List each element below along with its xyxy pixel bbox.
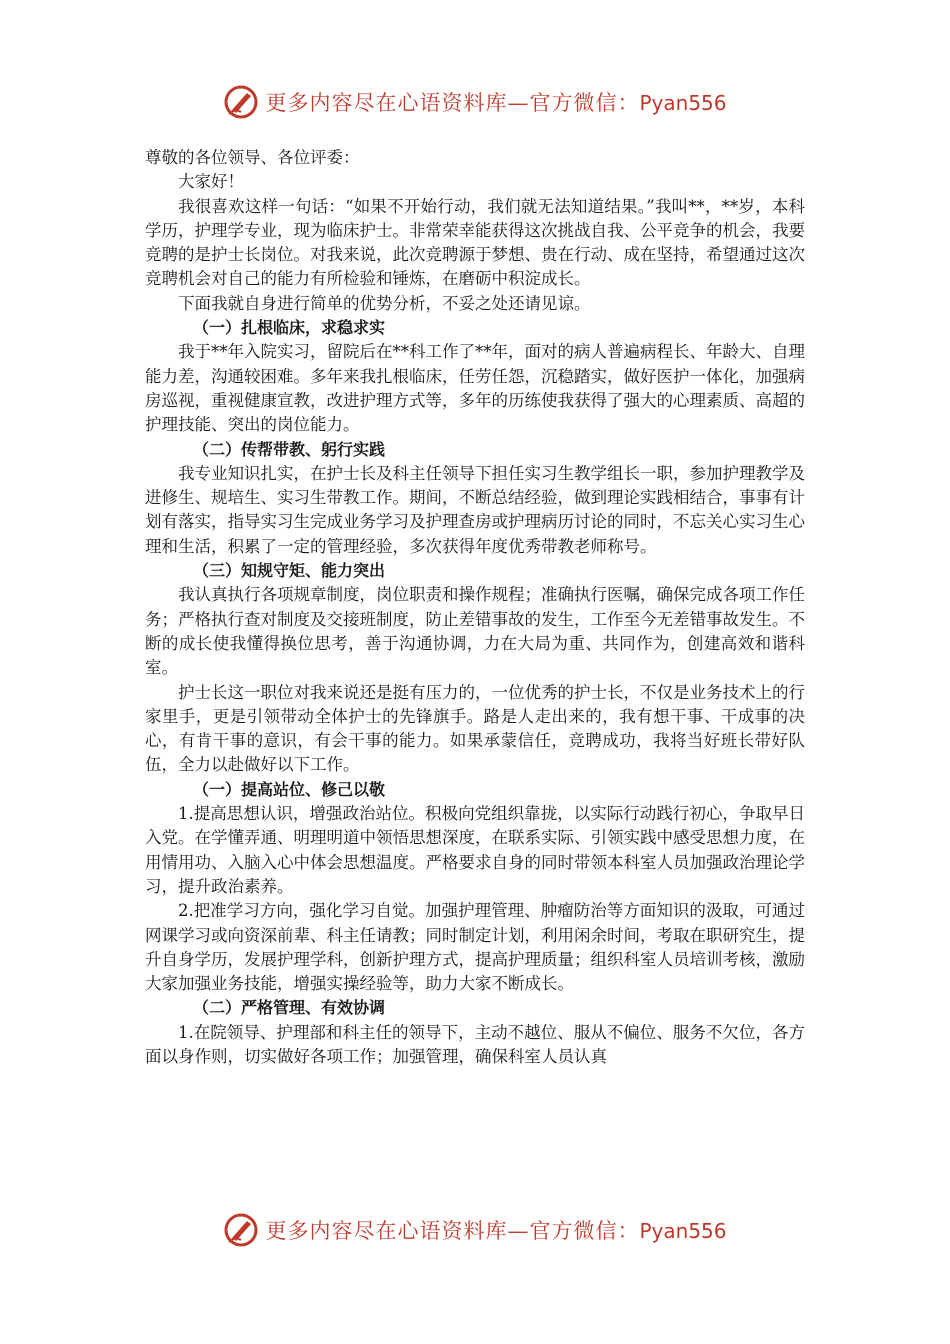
footer-banner [0, 1208, 950, 1252]
salutation: 尊敬的各位领导、各位评委： [145, 148, 360, 167]
wechat-id: Pyan556 [639, 91, 727, 115]
paragraph: 我专业知识扎实，在护士长及科主任领导下担任实习生教学组长一职，参加护理教学及进修生、规培生、实习生带教工作。期间，不断总结经验，做到理论实践相结合，事事有计划有落实，指导实习生完成业务学习及护理查房或护理病历讨论的同时，不忘关心实习生心理和生活，积累了一定的管理经验，多次获得年度优秀带教老师称号。 [145, 463, 805, 556]
paragraph: 1.在院领导、护理部和科主任的领导下，主动不越位、服从不偏位、服务不欠位，各方面以身作则，切实做好各项工作；加强管理，确保科室人员认真 [145, 1022, 805, 1066]
pen-logo-icon [223, 84, 259, 120]
paragraph: 我很喜欢这样一句话：“如果不开始行动，我们就无法知道结果。”我叫**，**岁，本科学历，护理学专业，现为临床护士。非常荣幸能获得这次挑战自我、公平竞争的机会，我要竞聘的是护士长岗位。对我来说，此次竞聘源于梦想、贵在行动、成在坚持，希望通过这次竞聘机会对自己的能力有所检验和锤炼，在磨砺中积淀成长。 [145, 196, 805, 289]
paragraph: 2.把准学习方向，强化学习自觉。加强护理管理、肿瘤防治等方面知识的汲取，可通过网课学习或向资深前辈、科主任请教；同时制定计划，利用闲余时间，考取在职研究生，提升自身学历，发展护理学科，创新护理方式，提高护理质量；组织科室人员培训考核，激励大家加强业务技能，增强实操经验等，助力大家不断成长。 [145, 901, 805, 994]
header-banner [0, 80, 950, 124]
section-heading: （二）严格管理、有效协调 [193, 998, 386, 1018]
section-heading: （一）扎根临床，求稳求实 [193, 318, 386, 338]
banner-text: 更多内容尽在心语资料库—官方微信：Pyan556 [265, 1219, 727, 1243]
document-body [145, 146, 805, 1069]
pen-logo-icon [223, 1212, 259, 1248]
section-heading: （一）提高站位、修己以敬 [193, 779, 386, 799]
paragraph: 我认真执行各项规章制度，岗位职责和操作规程；准确执行医嘱，确保完成各项工作任务；严格执行查对制度及交接班制度，防止差错事故的发生，工作至今无差错事故发生。不断的成长使我懂得换位思考，善于沟通协调，力在大局为重、共同作为，创建高效和谐科室。 [145, 585, 805, 678]
section-heading: （二）传帮带教、躬行实践 [193, 439, 386, 459]
paragraph: 1.提高思想认识，增强政治站位。积极向党组织靠拢，以实际行动践行初心，争取早日入党。在学懂弄通、明理明道中领悟思想深度，在联系实际、引领实践中感受思想力度，在用情用功、入脑入心中体会思想温度。严格要求自身的同时带领本科室人员加强政治理论学习，提升政治素养。 [145, 804, 805, 896]
paragraph: 我于**年入院实习，留院后在**科工作了**年，面对的病人普遍病程长、年龄大、自理能力差，沟通较困难。多年来我扎根临床，任劳任怨，沉稳踏实，做好医护一体化，加强病房巡视，重视健康宣教，改进护理方式等，多年的历练使我获得了强大的心理素质、高超的护理技能、突出的岗位能力。 [145, 342, 805, 435]
paragraph: 护士长这一职位对我来说还是挺有压力的，一位优秀的护士长，不仅是业务技术上的行家里手，更是引领带动全体护士的先锋旗手。路是人走出来的，我有想干事、干成事的决心，有肯干事的意识，有会干事的能力。如果承蒙信任，竞聘成功，我将当好班长带好队伍，全力以赴做好以下工作。 [145, 682, 805, 775]
wechat-id: Pyan556 [639, 1219, 727, 1243]
banner-text: 更多内容尽在心语资料库—官方微信：Pyan556 [265, 91, 727, 115]
greeting: 大家好！ [178, 172, 244, 192]
paragraph: 下面我就自身进行简单的优势分析，不妥之处还请见谅。 [178, 293, 591, 313]
section-heading: （三）知规守矩、能力突出 [193, 561, 386, 581]
